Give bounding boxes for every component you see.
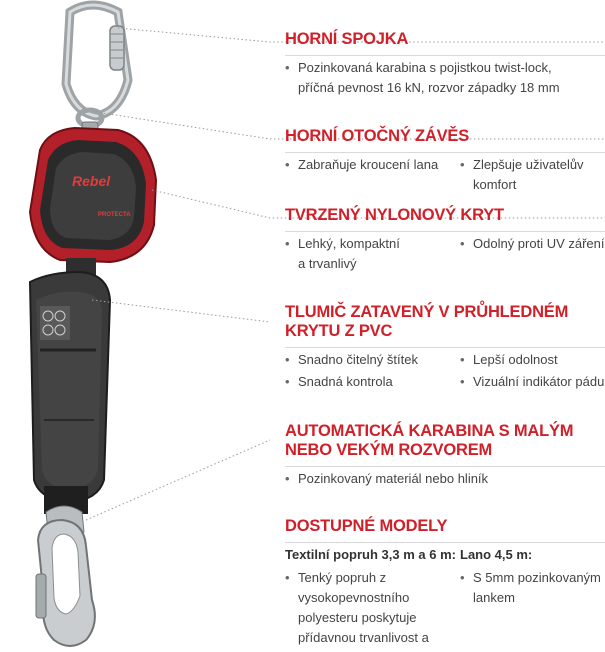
section-divider: [285, 466, 605, 467]
section-heading: HORNÍ SPOJKA: [285, 30, 409, 48]
section-shock-absorber: [285, 303, 605, 354]
section-heading: AUTOMATICKÁ KARABINA S MALÝM NEBO VEKÝM ROZVOREM: [285, 422, 574, 459]
list-item: • Zabraňuje kroucení lana: [285, 157, 439, 172]
list-item: • Pozinkovaný materiál nebo hliník: [285, 471, 489, 486]
section-heading: TLUMIČ ZATAVENÝ V PRŮHLEDNÉM KRYTU Z PVC: [285, 303, 569, 340]
list-item: • Snadno čitelný štítek: [285, 352, 418, 367]
list-item: • Zlepšuje uživatelův komfort: [460, 157, 584, 192]
list-item: • Pozinkovaná karabina s pojistkou twist-lock, příčná pevnost 16 kN, rozvor západky 18 mm: [285, 60, 560, 95]
list-item: • Vizuální indikátor pádu: [460, 374, 605, 389]
section-heading: TVRZENÝ NYLONOVÝ KRYT: [285, 206, 504, 224]
list-item: • Tenký popruh z vysokopevnostního polyesteru poskytuje přídavnou trvanlivost a: [285, 570, 429, 645]
section-divider: [285, 347, 605, 348]
model-subheading: Textilní popruh 3,3 m a 6 m:: [285, 547, 456, 562]
carabiner-icon: [66, 5, 128, 116]
snap-hook-icon: [36, 506, 95, 646]
section-heading: HORNÍ OTOČNÝ ZÁVĚS: [285, 127, 470, 145]
housing-icon: [30, 128, 156, 262]
list-item: • S 5mm pozinkovaným lankem: [460, 570, 601, 605]
list-item: • Lepší odolnost: [460, 352, 558, 367]
shock-absorber-icon: [30, 258, 110, 514]
model-subheading: Lano 4,5 m:: [460, 547, 533, 562]
section-available-models: [285, 517, 605, 549]
section-divider: [285, 55, 605, 56]
sub-brand-label: PROTECTA: [98, 212, 131, 218]
section-divider: [285, 231, 605, 232]
section-divider: [285, 152, 605, 153]
product-illustration: [0, 0, 170, 652]
section-auto-carabiner: [285, 422, 605, 473]
list-item: • Odolný proti UV záření: [460, 236, 605, 251]
section-heading: DOSTUPNÉ MODELY: [285, 517, 448, 535]
list-item: • Snadná kontrola: [285, 374, 393, 389]
list-item: • Lehký, kompaktní a trvanlivý: [285, 236, 400, 271]
section-divider: [285, 542, 605, 543]
brand-label: Rebel: [72, 173, 111, 189]
